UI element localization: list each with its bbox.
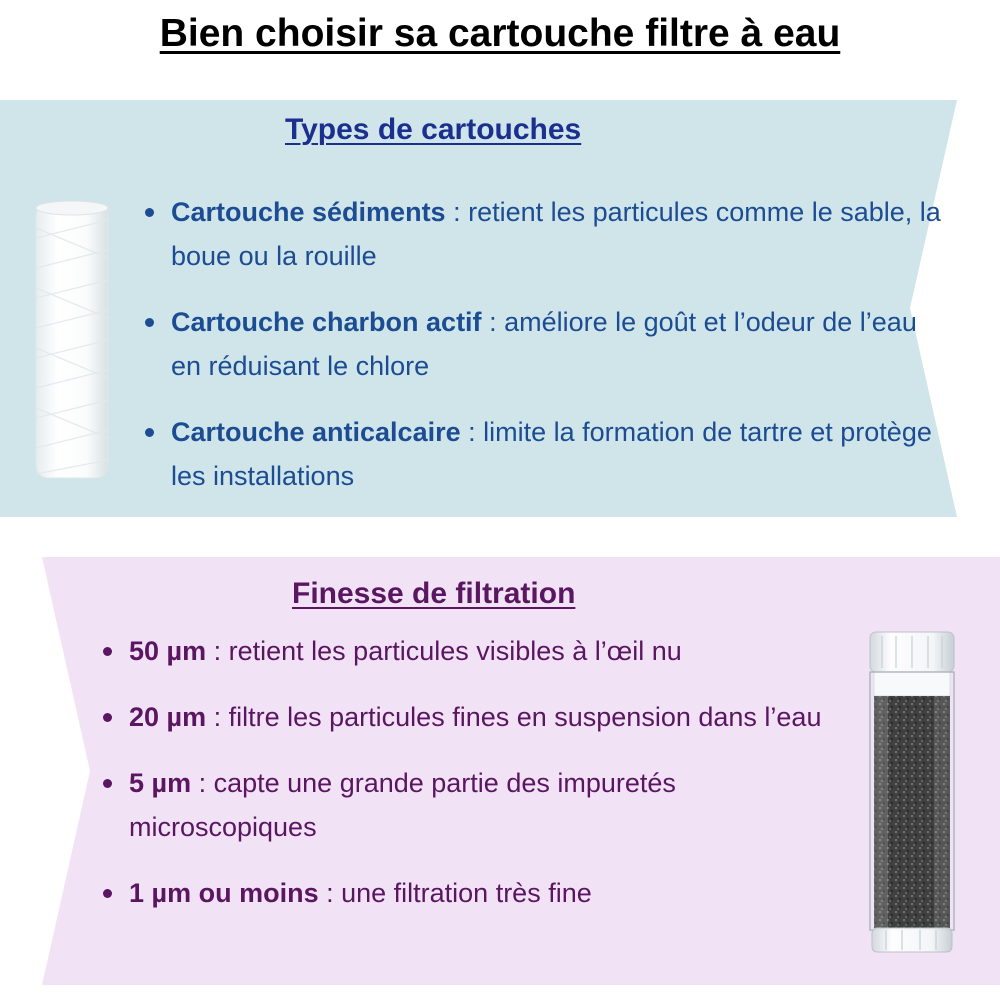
list-item-text: : filtre les particules fines en suspension dans l’eau: [206, 702, 822, 732]
list-item-text: : améliore le goût et l’odeur de l’eau en réduisant le chlore: [171, 307, 917, 381]
list-item-term: 1 µm ou moins: [129, 878, 319, 908]
list-item-term: Cartouche sédiments: [171, 197, 446, 227]
list-item: [171, 410, 941, 498]
list-item: [171, 190, 941, 278]
list-item: [129, 629, 849, 673]
sediment-cartridge-image: [30, 198, 114, 484]
list-item: [129, 761, 849, 849]
list-item-term: 5 µm: [129, 768, 192, 798]
page-title: Bien choisir sa cartouche filtre à eau: [159, 12, 841, 55]
finesse-section-title: Finesse de filtration: [292, 577, 576, 610]
list-item: [171, 300, 941, 388]
list-item: [129, 695, 849, 739]
types-list: [171, 190, 941, 520]
list-item-term: 50 µm: [129, 636, 207, 666]
list-item-term: Cartouche charbon actif: [171, 307, 482, 337]
list-item: [129, 871, 849, 915]
types-section-title: Types de cartouches: [285, 113, 582, 146]
finesse-list: [129, 629, 849, 937]
list-item-term: Cartouche anticalcaire: [171, 417, 461, 447]
list-item-text: : retient les particules visibles à l’œil nu: [206, 636, 682, 666]
list-item-text: : capte une grande partie des impuretés microscopiques: [129, 768, 676, 842]
carbon-cartridge-image: [862, 630, 962, 956]
list-item-text: : limite la formation de tartre et protège les installations: [171, 417, 932, 491]
list-item-term: 20 µm: [129, 702, 207, 732]
list-item-text: : retient les particules comme le sable, la boue ou la rouille: [171, 197, 941, 271]
list-item-text: : une filtration très fine: [318, 878, 592, 908]
